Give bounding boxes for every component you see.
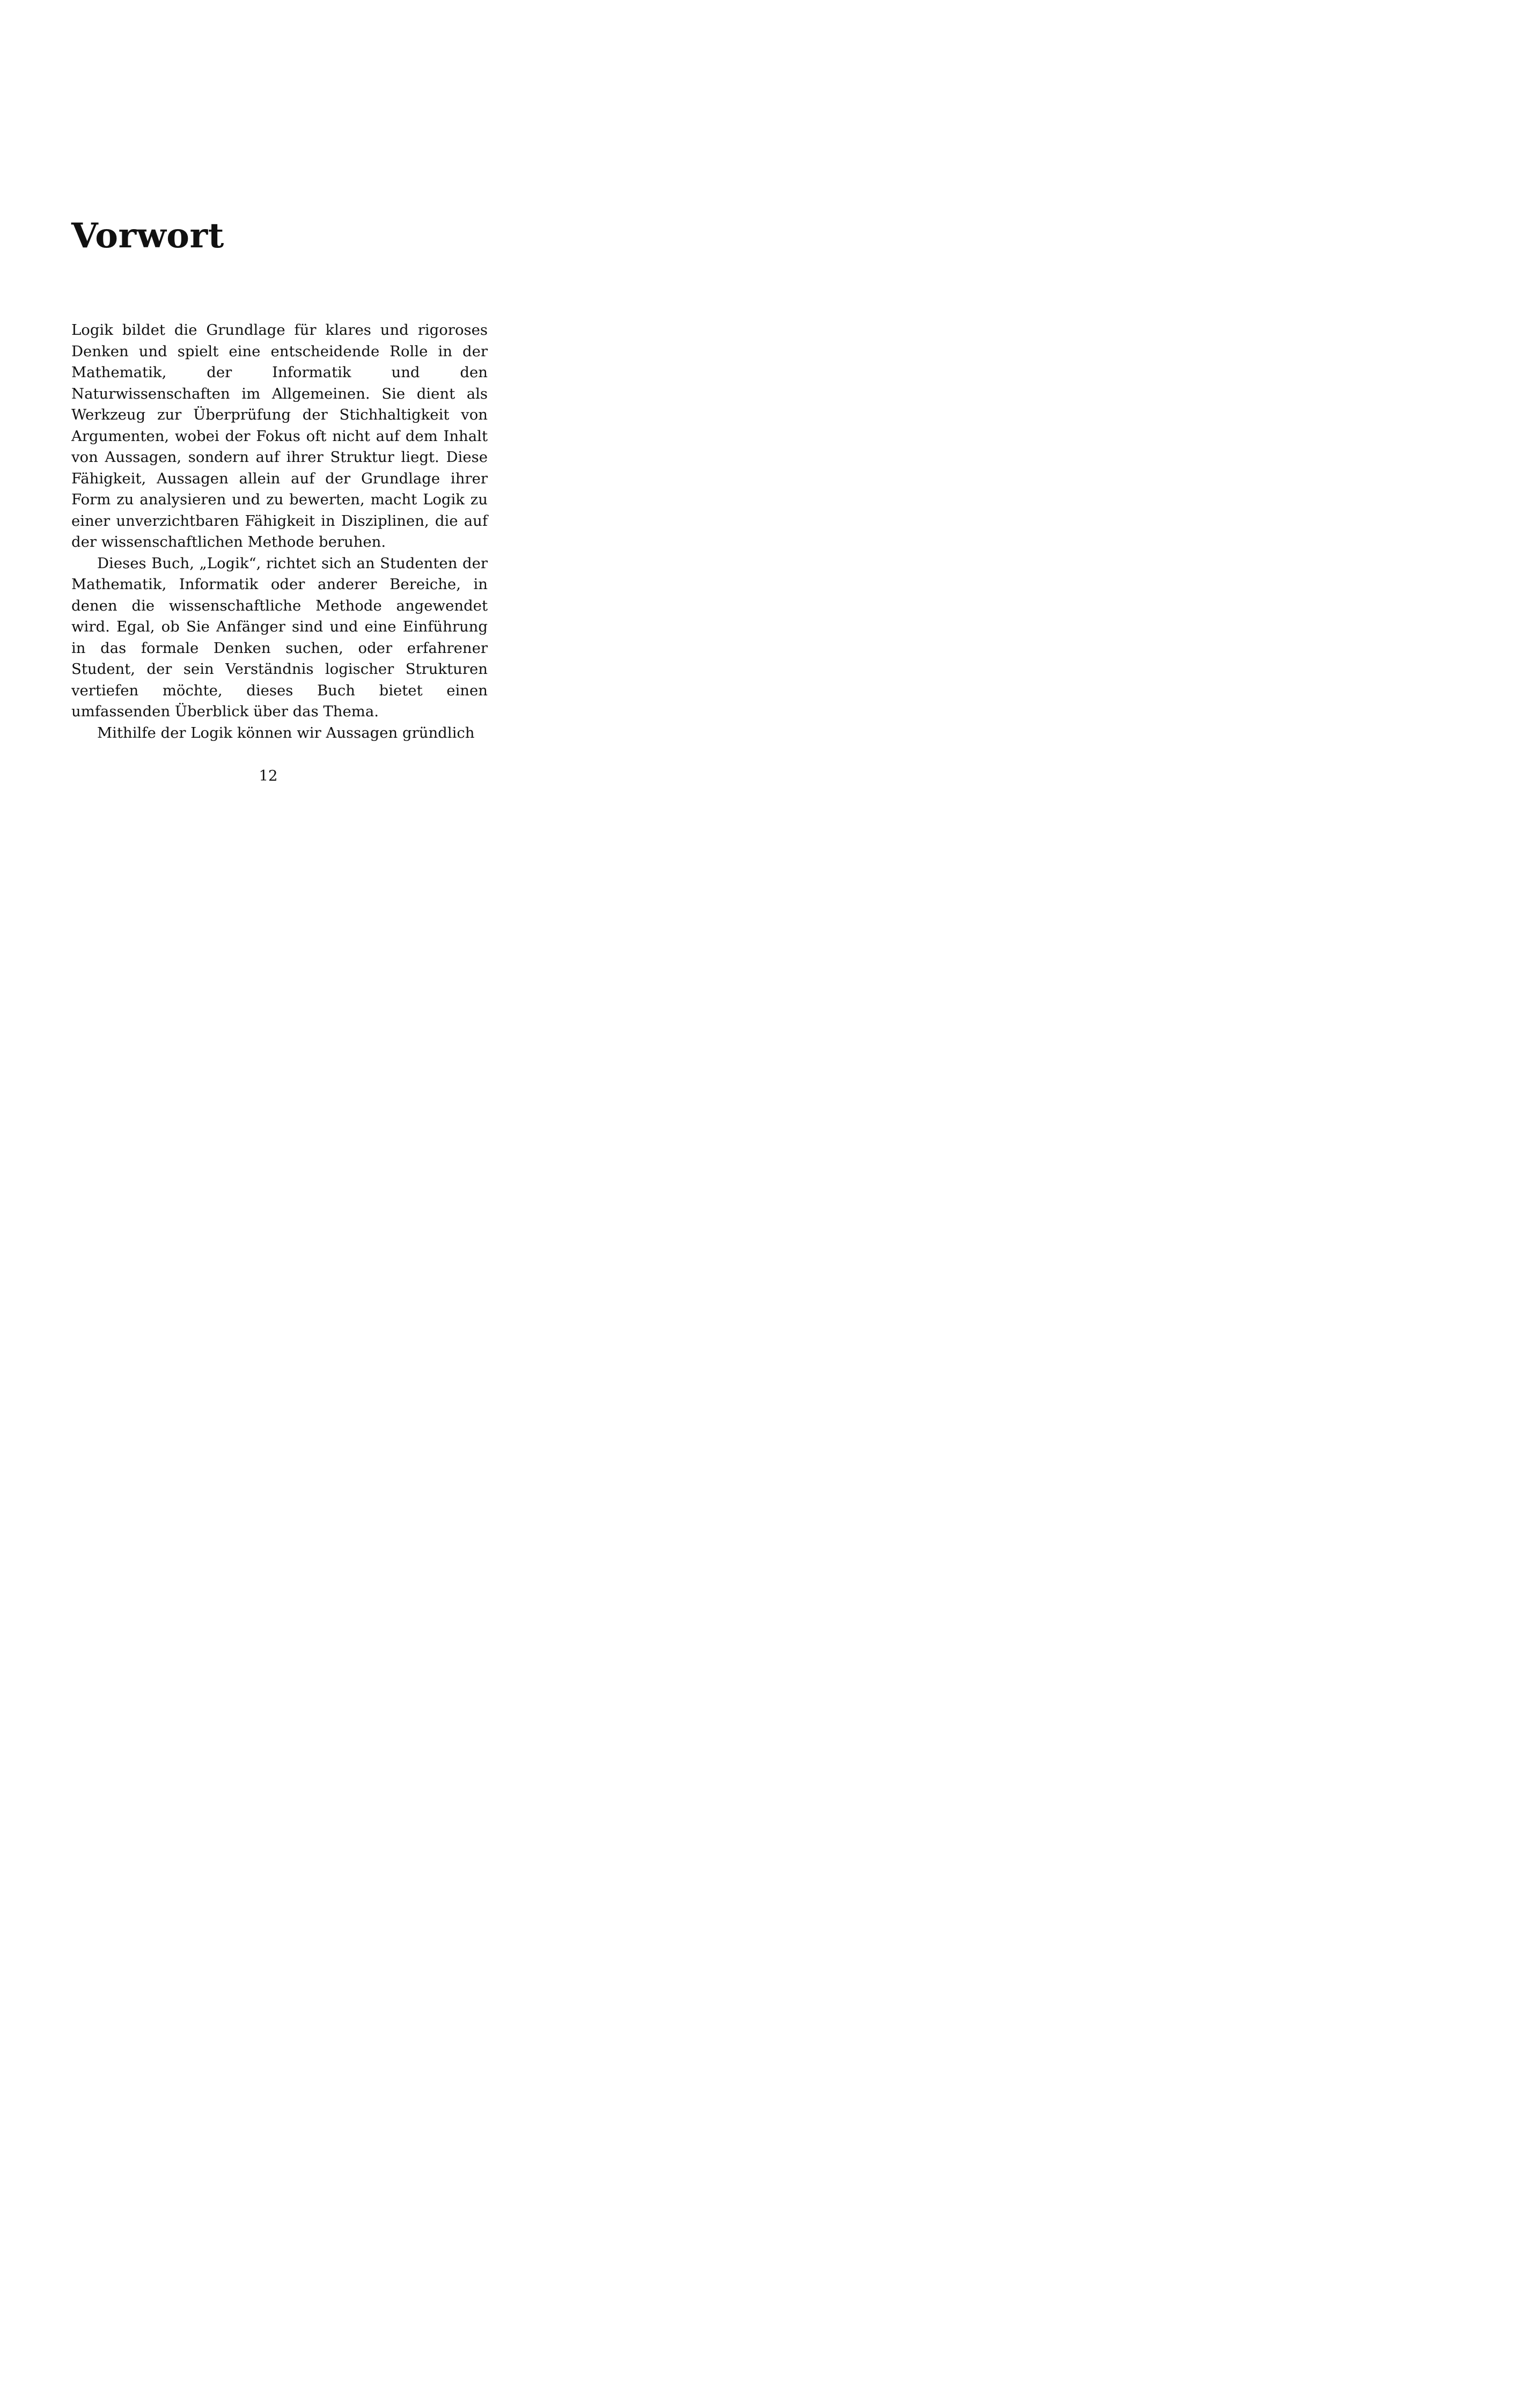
body-text xyxy=(71,320,488,744)
chapter-title: Vorwort xyxy=(71,216,224,256)
document-page xyxy=(0,0,537,849)
paragraph: Mithilfe der Logik können wir Aussagen gründlich xyxy=(97,724,475,742)
paragraph: Dieses Buch, „Logik“, richtet sich an Studenten der Mathematik, Informatik oder anderer Bereiche, in denen die wissenschaftliche Methode angewendet wird. Egal, ob Sie Anfänger sind und eine Einführung in das formale Denken suchen, oder erfahrener Student, der sein Verständnis logischer Strukturen vertiefen möchte, dieses Buch bietet einen umfassenden Überblick über das Thema. xyxy=(71,554,488,720)
page-number: 12 xyxy=(259,767,278,784)
paragraph: Logik bildet die Grundlage für klares und rigoroses Denken und spielt eine entscheidende Rolle in der Mathematik, der Informatik und den Naturwissenschaften im Allgemeinen. Sie dient als Werkzeug zur Überprüfung der Stichhaltigkeit von Argumenten, wobei der Fokus oft nicht auf dem Inhalt von Aussagen, sondern auf ihrer Struktur liegt. Diese Fähigkeit, Aussagen allein auf der Grundlage ihrer Form zu analysieren und zu bewerten, macht Logik zu einer unverzichtbaren Fähigkeit in Disziplinen, die auf der wissenschaftlichen Methode beruhen. xyxy=(71,321,488,550)
